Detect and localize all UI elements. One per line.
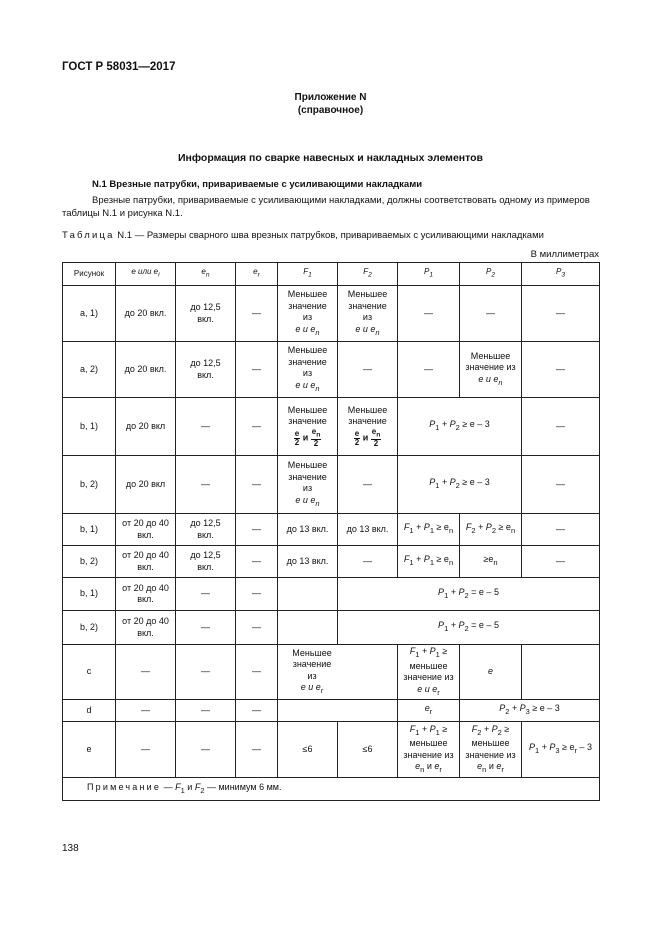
table-row — [63, 398, 600, 456]
cell-p1-p2: $P_1 + P_2 \ge e - 3$ — [398, 398, 522, 456]
cell-er: — — [236, 645, 278, 700]
cell-p2: $F_2 + P_2 \ge e_n$ — [460, 514, 522, 546]
cell-figure: a, 1) — [63, 286, 116, 342]
table-caption-prefix: Таблица — [62, 230, 115, 241]
fraction: $\frac{e_n}{2}$ — [371, 426, 381, 449]
table-header-row — [63, 263, 600, 286]
col-header-f2: $F_2$ — [338, 263, 398, 286]
cell-p2: — — [460, 286, 522, 342]
table-row — [63, 578, 600, 611]
document-code: ГОСТ Р 58031—2017 — [62, 61, 176, 73]
table-note: Примечание — $F_1$ и $F_2$ — минимум 6 мм. — [63, 778, 600, 801]
cell-f1: до 13 вкл. — [278, 546, 338, 578]
cell-figure: b, 2) — [63, 611, 116, 645]
cell-en: до 12,5 вкл. — [176, 546, 236, 578]
cell-figure: b, 1) — [63, 514, 116, 546]
table-row — [63, 456, 600, 514]
cell-er: — — [236, 611, 278, 645]
cell-er: — — [236, 722, 278, 778]
appendix-subtitle: (справочное) — [297, 105, 364, 116]
col-header-en: $e_n$ — [176, 263, 236, 286]
cell-er: — — [236, 342, 278, 398]
table-row — [63, 722, 600, 778]
cell-f1: Меньшее значение из e и $e_n$ — [278, 342, 338, 398]
col-header-er: $e_r$ — [236, 263, 278, 286]
cell-e: — — [116, 645, 176, 700]
cell-er: — — [236, 546, 278, 578]
cell-p3: — — [522, 456, 600, 514]
cell-e: от 20 до 40 вкл. — [116, 546, 176, 578]
cell-p-merged: $P_1 + P_2 = e - 5$ — [338, 611, 600, 645]
cell-en: — — [176, 700, 236, 722]
cell-p1: — — [398, 342, 460, 398]
table-row — [63, 611, 600, 645]
cell-f2: — — [338, 342, 398, 398]
cell-f1: Меньшее значение из e и $e_n$ — [278, 286, 338, 342]
cell-f1: Меньшее значение из e и $e_n$ — [278, 456, 338, 514]
cell-p3: — — [522, 342, 600, 398]
cell-en: — — [176, 456, 236, 514]
cell-e: от 20 до 40 вкл. — [116, 514, 176, 546]
cell-p1: $F_1 + P_1 \ge e_n$ — [398, 514, 460, 546]
table-caption-number: N.1 — [117, 230, 133, 241]
cell-f2: ≤6 — [338, 722, 398, 778]
cell-p3 — [522, 645, 600, 700]
cell-er: — — [236, 578, 278, 611]
cell-p1: $e_r$ — [398, 700, 460, 722]
cell-en: — — [176, 611, 236, 645]
cell-figure: b, 2) — [63, 456, 116, 514]
col-header-figure: Рисунок — [63, 263, 116, 286]
cell-en: до 12,5 вкл. — [176, 342, 236, 398]
cell-f1: ≤6 — [278, 722, 338, 778]
fraction: $\frac{e}{2}$ — [354, 428, 360, 447]
cell-f1 — [278, 578, 338, 611]
cell-en: до 12,5 вкл. — [176, 514, 236, 546]
cell-p2-p3: $P_2 + P_3 \ge e - 3$ — [460, 700, 600, 722]
appendix-title: Приложение N — [294, 92, 367, 103]
table-row — [63, 546, 600, 578]
cell-e: до 20 вкл. — [116, 286, 176, 342]
cell-p1: $F_1 + P_1$ ≥ меньшее значение из e и $e_r$ — [398, 645, 460, 700]
cell-figure: d — [63, 700, 116, 722]
cell-f1: Меньшее значение из e и $e_r$ — [278, 645, 398, 700]
cell-figure: b, 2) — [63, 546, 116, 578]
col-header-p3: $P_3$ — [522, 263, 600, 286]
section-title: Информация по сварке навесных и накладных элементов — [177, 152, 484, 164]
cell-p2: $F_2 + P_2$ ≥ меньшее значение из $e_n$ и $e_r$ — [460, 722, 522, 778]
cell-p-merged: $P_1 + P_2 = e - 5$ — [338, 578, 600, 611]
cell-p3: $P_1 + P_3 \ge e_r - 3$ — [522, 722, 600, 778]
cell-f1 — [278, 611, 338, 645]
cell-e: — — [116, 700, 176, 722]
cell-f1: до 13 вкл. — [278, 514, 338, 546]
fraction: $\frac{e}{2}$ — [294, 428, 300, 447]
cell-p2: $\ge e_n$ — [460, 546, 522, 578]
body-paragraph: Врезные патрубки, привариваемые с усиливающими накладками, должны соответствовать одному из примеров таблицы N.1 и рисунка N.1. — [62, 195, 590, 219]
cell-en: до 12,5 вкл. — [176, 286, 236, 342]
cell-f1: Меньшее значение $\frac{e}{2}$ и $\frac{e_n}{2}$ — [278, 398, 338, 456]
cell-er: — — [236, 398, 278, 456]
cell-figure: a, 2) — [63, 342, 116, 398]
cell-p1-p2: $P_1 + P_2 \ge e - 3$ — [398, 456, 522, 514]
cell-f2: до 13 вкл. — [338, 514, 398, 546]
cell-f2: Меньшее значение из e и $e_n$ — [338, 286, 398, 342]
cell-p2: Меньшее значение из e и $e_n$ — [460, 342, 522, 398]
cell-er: — — [236, 286, 278, 342]
cell-p3: — — [522, 514, 600, 546]
weld-dimensions-table — [62, 262, 600, 801]
table-row — [63, 286, 600, 342]
cell-p3: — — [522, 286, 600, 342]
cell-er: — — [236, 700, 278, 722]
table-row — [63, 645, 600, 700]
cell-figure: c — [63, 645, 116, 700]
subsection-title: N.1 Врезные патрубки, привариваемые с усиливающими накладками — [92, 179, 423, 190]
cell-f2: — — [338, 456, 398, 514]
table-row — [63, 342, 600, 398]
cell-er: — — [236, 514, 278, 546]
cell-e: — — [116, 722, 176, 778]
cell-e: от 20 до 40 вкл. — [116, 611, 176, 645]
units-label: В миллиметрах — [530, 249, 599, 260]
cell-figure: b, 1) — [63, 398, 116, 456]
cell-p1: $F_1 + P_1$ ≥ меньшее значение из $e_n$ и $e_r$ — [398, 722, 460, 778]
cell-e: до 20 вкл. — [116, 342, 176, 398]
cell-f-empty — [278, 700, 398, 722]
col-header-p2: $P_2$ — [460, 263, 522, 286]
cell-p2: e — [460, 645, 522, 700]
page-number: 138 — [62, 843, 79, 854]
table-row — [63, 514, 600, 546]
cell-p3: — — [522, 398, 600, 456]
table-row — [63, 700, 600, 722]
fraction: $\frac{e_n}{2}$ — [311, 426, 321, 449]
table-note-row — [63, 778, 600, 801]
cell-en: — — [176, 645, 236, 700]
cell-en: — — [176, 578, 236, 611]
cell-figure: e — [63, 722, 116, 778]
col-header-f1: $F_1$ — [278, 263, 338, 286]
table-caption — [62, 230, 544, 241]
cell-en: — — [176, 722, 236, 778]
cell-f2: Меньшее значение $\frac{e}{2}$ и $\frac{e_n}{2}$ — [338, 398, 398, 456]
cell-p3: — — [522, 546, 600, 578]
cell-e: от 20 до 40 вкл. — [116, 578, 176, 611]
cell-en: — — [176, 398, 236, 456]
cell-p1: — — [398, 286, 460, 342]
cell-p1: $F_1 + P_1 \ge e_n$ — [398, 546, 460, 578]
cell-f2: — — [338, 546, 398, 578]
cell-figure: b, 1) — [63, 578, 116, 611]
table-caption-text: — Размеры сварного шва врезных патрубков, привариваемых с усиливающими накладками — [132, 230, 544, 241]
col-header-p1: $P_1$ — [398, 263, 460, 286]
cell-e: до 20 вкл — [116, 398, 176, 456]
cell-e: до 20 вкл — [116, 456, 176, 514]
cell-er: — — [236, 456, 278, 514]
col-header-e: e или $e_i$ — [116, 263, 176, 286]
